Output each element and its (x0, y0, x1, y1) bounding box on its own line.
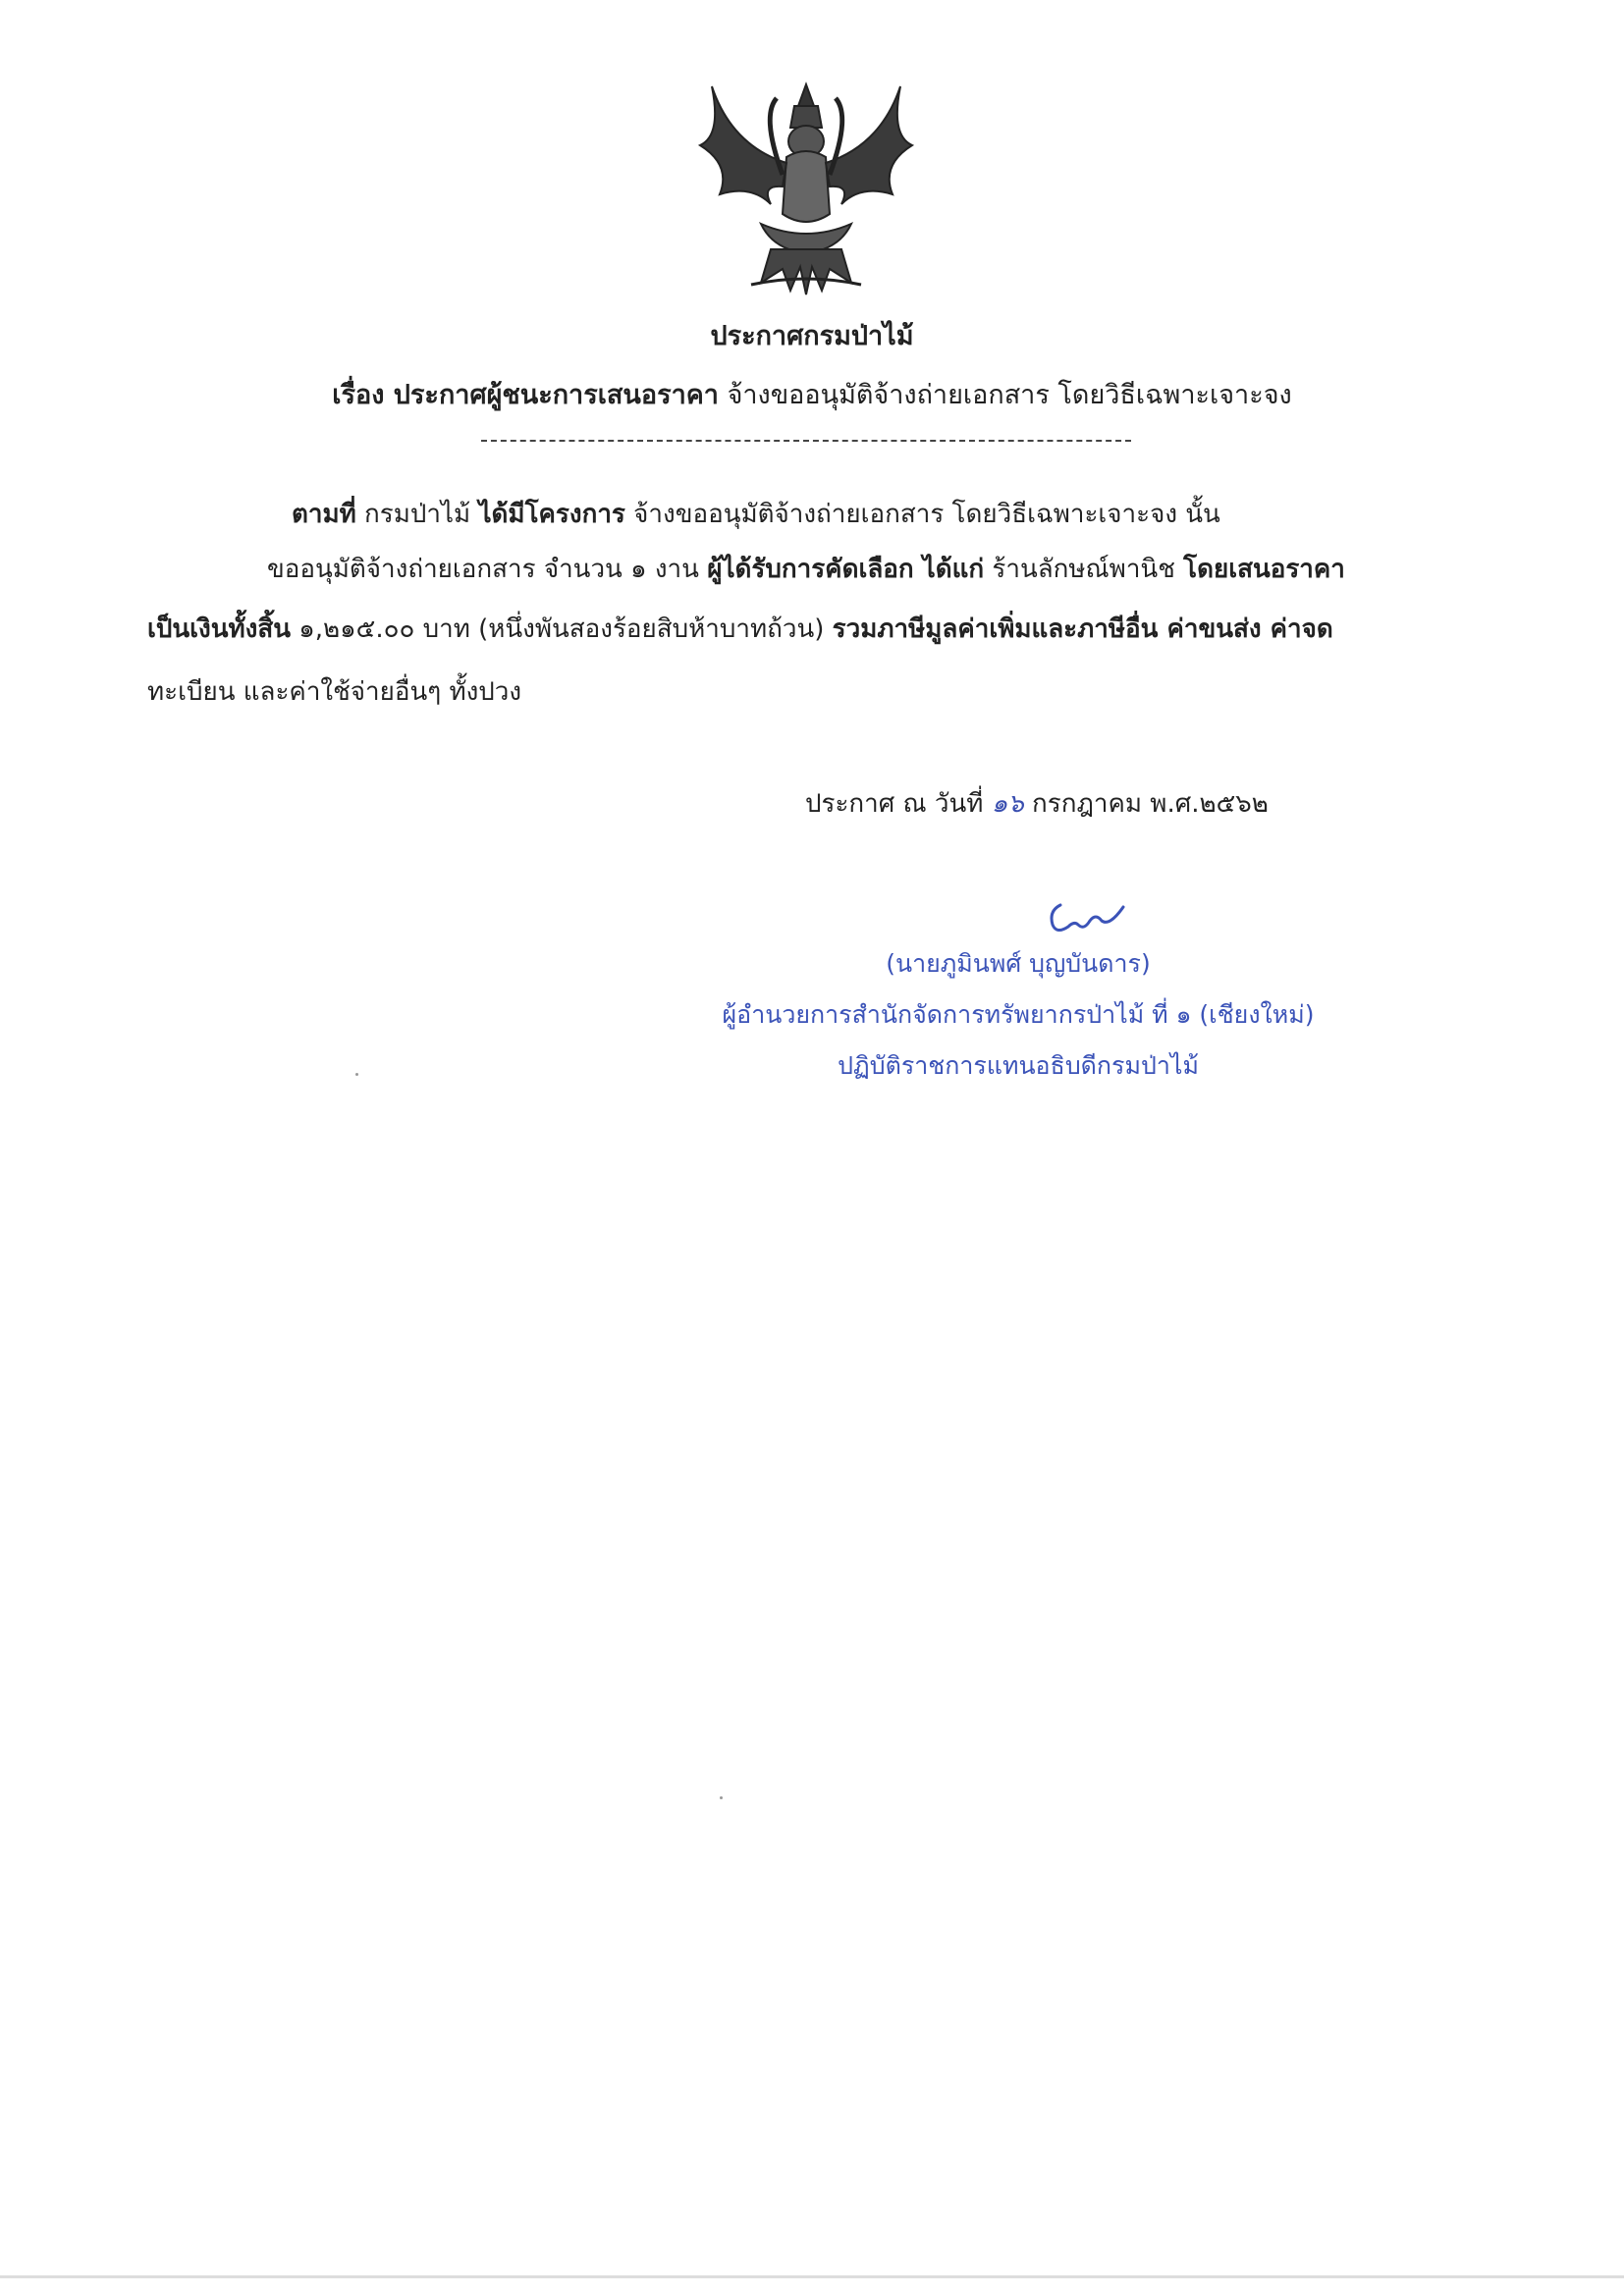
scan-bottom-edge (0, 2275, 1624, 2278)
body-line2-c: ร้านลักษณ์พานิช (992, 555, 1175, 584)
body-line3-c: รวมภาษีมูลค่าเพิ่มและภาษีอื่น ค่าขนส่ง ค่าจด (832, 614, 1333, 644)
body-line-4: ทะเบียน และค่าใช้จ่ายอื่นๆ ทั้งปวง (147, 677, 522, 707)
body-line3-a: เป็นเงินทั้งสิ้น (147, 614, 291, 644)
body-line-3 (147, 609, 1333, 649)
body-line1-c: ได้มีโครงการ (478, 500, 625, 529)
announcement-date (805, 783, 1269, 824)
signatory-position: ผู้อำนวยการสำนักจัดการทรัพยากรป่าไม้ ที่ ๑ (เชียงใหม่) (722, 1000, 1315, 1029)
body-line2-d: โดยเสนอราคา (1183, 555, 1345, 584)
signatory-name: (นายภูมินพศ์ บุญบันดาร) (886, 949, 1151, 978)
body-line-2 (267, 549, 1345, 589)
divider (481, 440, 1131, 442)
body-line1-b: กรมป่าไม้ (364, 500, 471, 529)
issuer-title: ประกาศกรมป่าไม้ (710, 321, 914, 351)
body-line1-d: จ้างขออนุมัติจ้างถ่ายเอกสาร โดยวิธีเฉพาะเจาะจง นั้น (633, 500, 1220, 529)
date-prefix: ประกาศ ณ วันที่ (805, 789, 984, 819)
subject-line (0, 373, 1624, 415)
subject-label: เรื่อง ประกาศผู้ชนะการเสนอราคา (332, 380, 719, 410)
body-line2-a: ขออนุมัติจ้างถ่ายเอกสาร จำนวน ๑ งาน (267, 555, 699, 584)
scan-speck (720, 1796, 723, 1799)
date-day: ๑๖ (991, 789, 1024, 819)
body-line-1 (292, 494, 1220, 534)
body-line3-b: ๑,๒๑๕.๐๐ บาท (หนึ่งพันสองร้อยสิบห้าบาทถ้วน) (298, 614, 825, 644)
subject-text: จ้างขออนุมัติจ้างถ่ายเอกสาร โดยวิธีเฉพาะเจาะจง (727, 380, 1292, 410)
date-rest: กรกฎาคม พ.ศ.๒๕๖๒ (1032, 789, 1269, 819)
signatory-acting: ปฏิบัติราชการแทนอธิบดีกรมป่าไม้ (838, 1051, 1199, 1080)
scan-speck (355, 1073, 358, 1076)
body-line2-b: ผู้ได้รับการคัดเลือก ได้แก่ (707, 555, 985, 584)
body-line1-a: ตามที่ (292, 500, 356, 529)
handwritten-signature (1039, 891, 1127, 940)
garuda-emblem-icon (692, 77, 920, 298)
